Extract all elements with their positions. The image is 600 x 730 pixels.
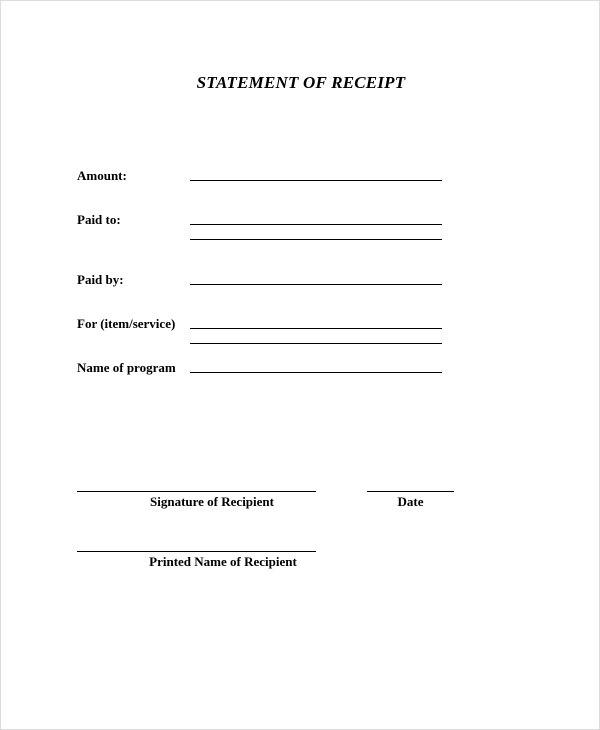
field-label-paid-by: Paid by: <box>77 272 124 287</box>
date-label: Date <box>397 494 424 509</box>
item-service-line-2[interactable] <box>190 343 442 344</box>
printed-name-line[interactable] <box>77 551 316 552</box>
field-label-program-name: Name of program <box>77 360 176 375</box>
paid-by-line[interactable] <box>190 284 442 285</box>
item-service-line-1[interactable] <box>190 328 442 329</box>
amount-line[interactable] <box>190 180 442 181</box>
field-label-paid-to: Paid to: <box>77 212 121 227</box>
paid-to-line-2[interactable] <box>190 239 442 240</box>
program-name-line[interactable] <box>190 372 442 373</box>
recipient-signature-line[interactable] <box>77 491 316 492</box>
field-label-item-service: For (item/service) <box>77 316 176 331</box>
recipient-signature-label: Signature of Recipient <box>150 494 274 509</box>
field-label-amount: Amount: <box>77 168 127 183</box>
document-title: STATEMENT OF RECEIPT <box>196 73 406 92</box>
printed-name-label: Printed Name of Recipient <box>149 554 297 569</box>
date-line[interactable] <box>367 491 454 492</box>
paid-to-line-1[interactable] <box>190 224 442 225</box>
